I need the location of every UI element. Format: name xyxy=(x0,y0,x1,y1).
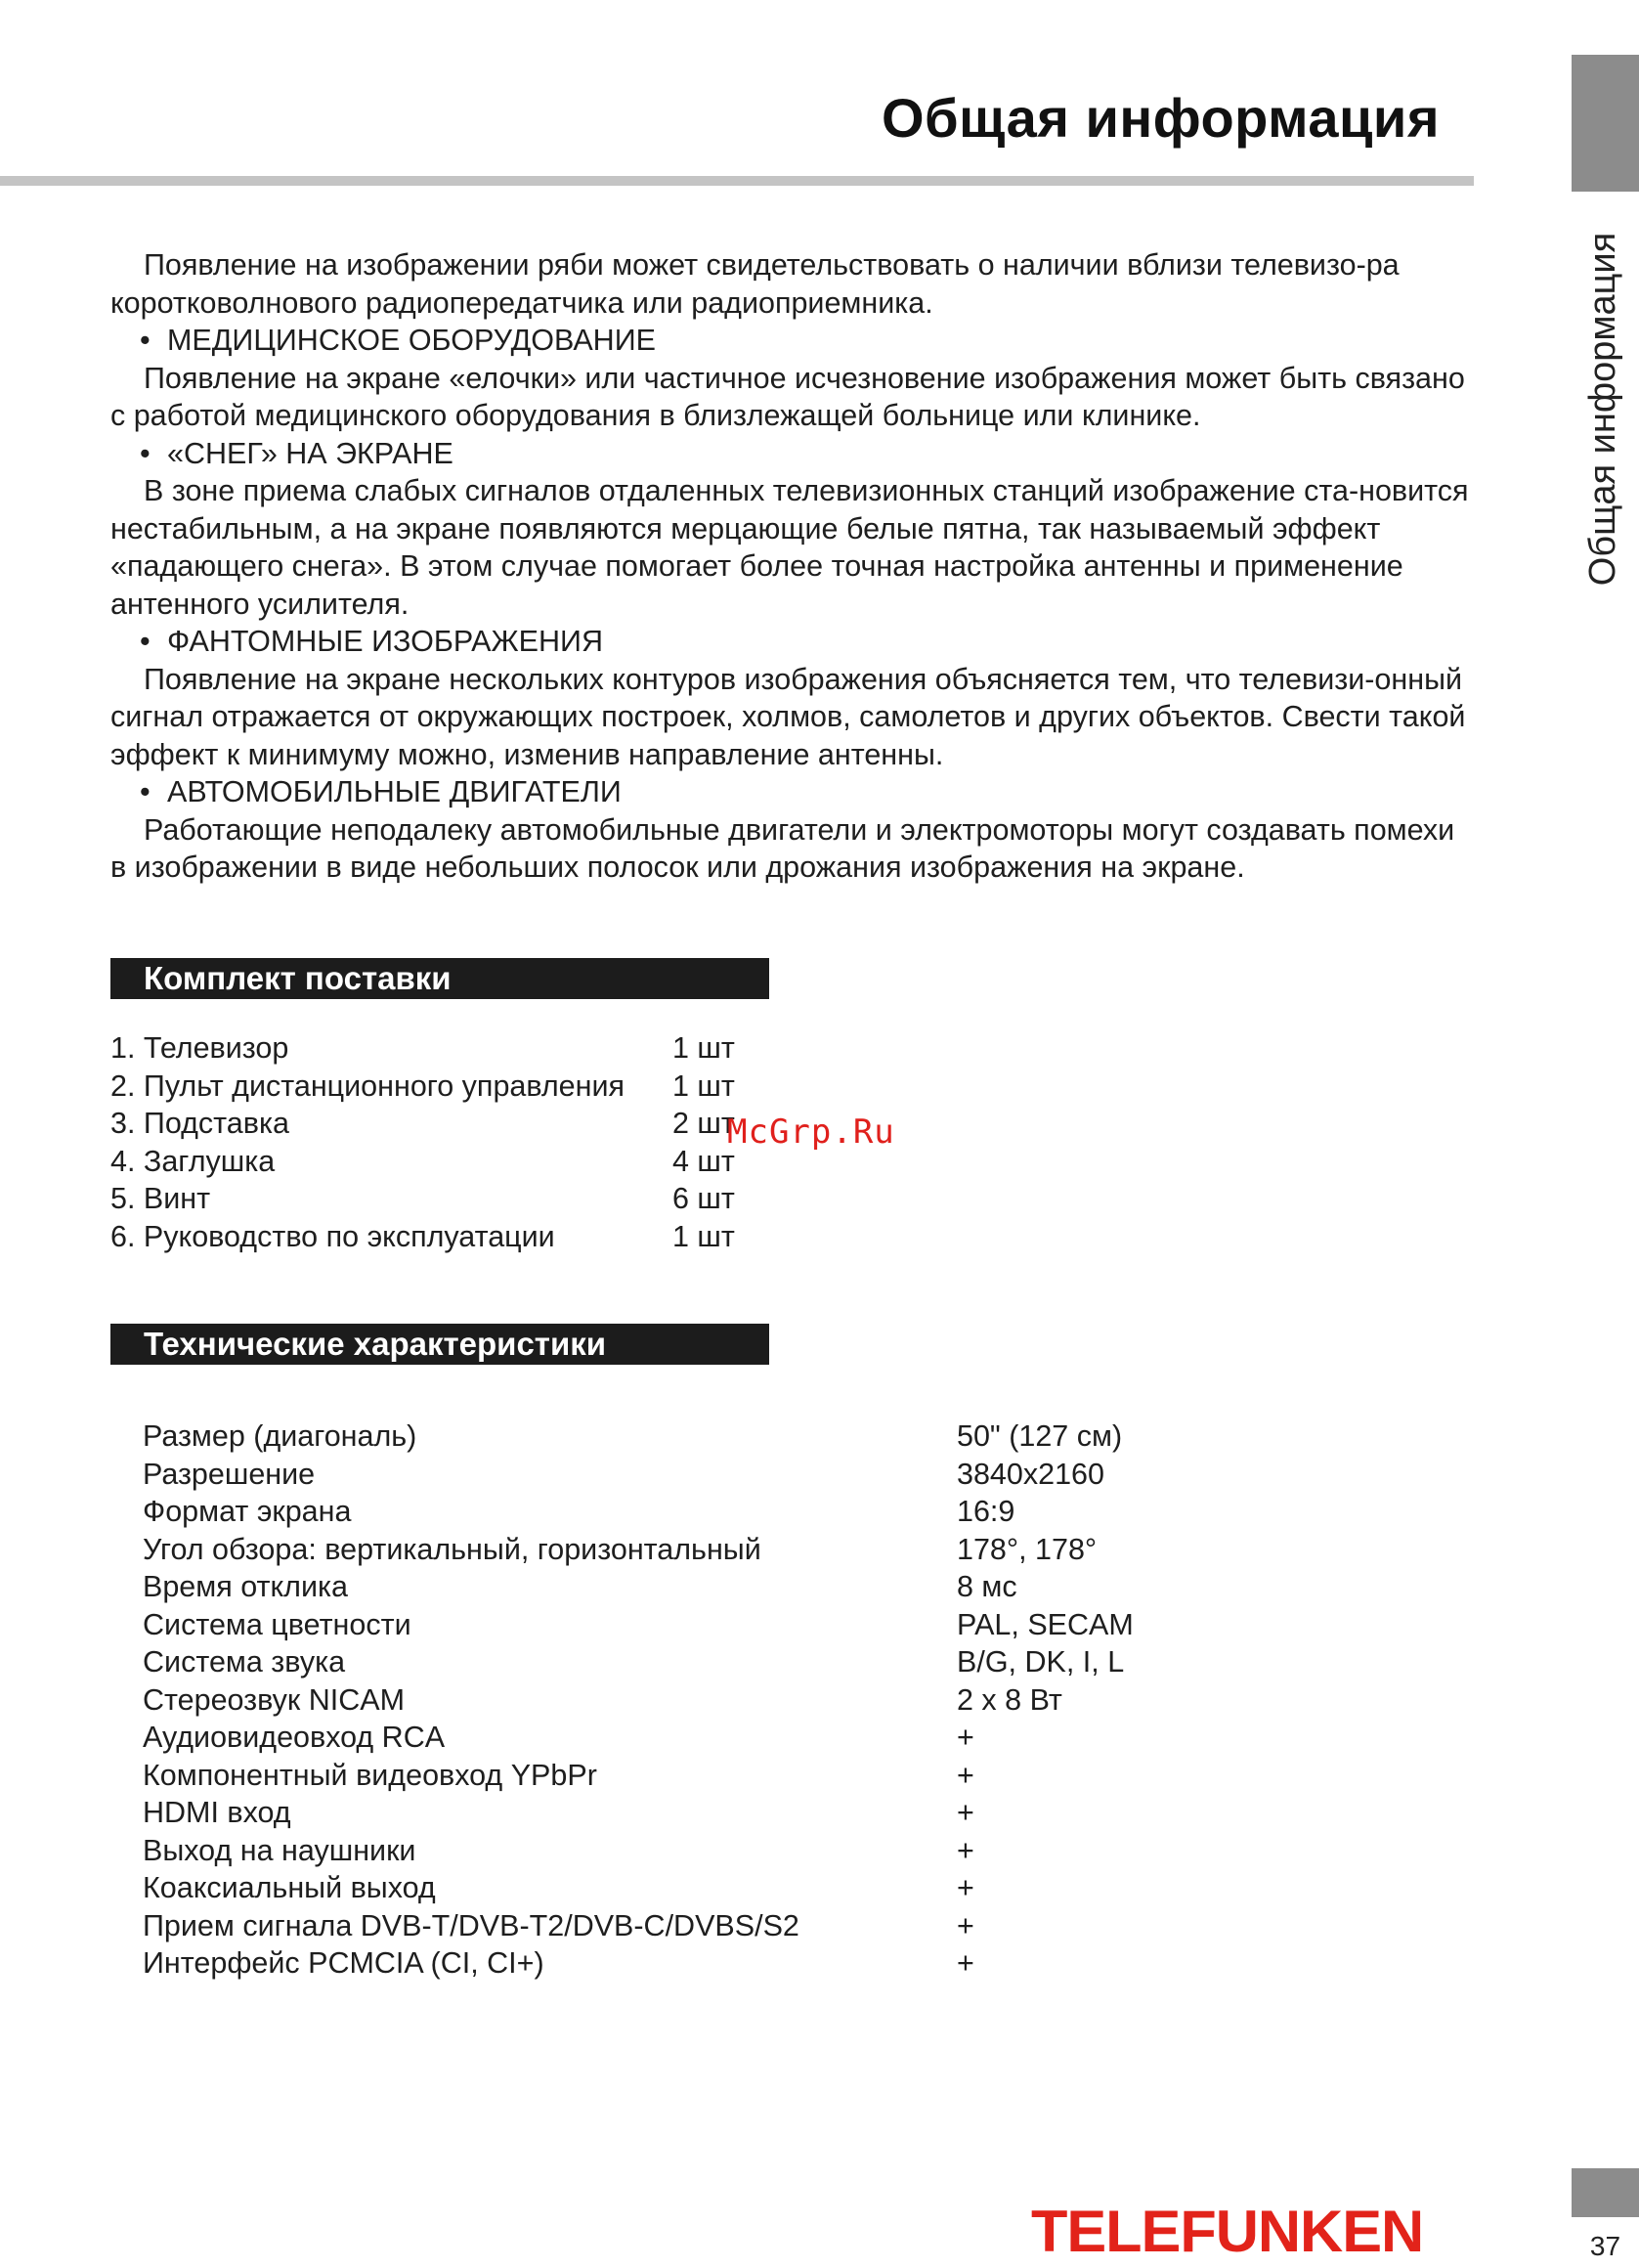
spec-name: Размер (диагональ) xyxy=(143,1419,417,1453)
table-row xyxy=(143,1757,1218,1795)
spec-value: PAL, SECAM xyxy=(957,1607,1134,1641)
spec-name: Выход на наушники xyxy=(143,1833,416,1867)
title-divider xyxy=(0,176,1474,186)
specs-section-heading: Технические характеристики xyxy=(110,1324,769,1365)
spec-name: Формат экрана xyxy=(143,1495,352,1528)
table-row xyxy=(143,1719,1218,1757)
kit-item-name: 6. Руководство по эксплуатации xyxy=(110,1219,555,1253)
table-row xyxy=(143,1907,1218,1945)
table-row xyxy=(143,1568,1218,1606)
watermark-text: McGrp.Ru xyxy=(727,1112,895,1152)
bullet-icon: • xyxy=(140,625,151,658)
kit-item-name: 5. Винт xyxy=(110,1182,211,1215)
kit-item-qty: 6 шт xyxy=(672,1182,735,1215)
bullet-heading xyxy=(110,623,1474,661)
list-item xyxy=(110,1143,795,1181)
spec-value: + xyxy=(957,1721,974,1754)
bullet-text: МЕДИЦИНСКОЕ ОБОРУДОВАНИЕ xyxy=(167,324,656,357)
spec-name: HDMI вход xyxy=(143,1796,291,1829)
bullet-text: «СНЕГ» НА ЭКРАНЕ xyxy=(167,436,453,470)
bullet-heading xyxy=(110,435,1474,473)
spec-name: Компонентный видеовход YPbPr xyxy=(143,1758,597,1792)
intro-text xyxy=(110,246,1474,887)
spec-value: B/G, DK, I, L xyxy=(957,1645,1125,1679)
kit-item-name: 3. Подставка xyxy=(110,1107,289,1140)
side-label-text: Общая информация xyxy=(1582,232,1624,586)
bullet-text: АВТОМОБИЛЬНЫЕ ДВИГАТЕЛИ xyxy=(167,775,622,808)
table-row xyxy=(143,1944,1218,1983)
spec-value: 8 мс xyxy=(957,1570,1017,1603)
bullet-text: ФАНТОМНЫЕ ИЗОБРАЖЕНИЯ xyxy=(167,625,603,658)
spec-name: Коаксиальный выход xyxy=(143,1871,436,1904)
paragraph: Появление на экране нескольких контуров изображения объясняется тем, что телевизи-онный сигнал отражается от окружающих построек, холмов, самолетов и других объектов. Свести такой эффект к минимуму можно, изменив направление антенны. xyxy=(110,662,1466,771)
kit-item-qty: 1 шт xyxy=(672,1031,735,1065)
brand-logo: TELEFUNKEN xyxy=(1031,2199,1424,2264)
page-title: Общая информация xyxy=(881,87,1440,149)
spec-name: Угол обзора: вертикальный, горизонтальный xyxy=(143,1532,761,1566)
table-row xyxy=(143,1832,1218,1870)
kit-item-name: 2. Пульт дистанционного управления xyxy=(110,1069,625,1103)
spec-value: + xyxy=(957,1946,974,1980)
spec-name: Интерфейс PCMCIA (CI, CI+) xyxy=(143,1946,544,1980)
specs-table xyxy=(143,1418,1218,1983)
spec-value: 50" (127 см) xyxy=(957,1419,1123,1453)
paragraph: Работающие неподалеку автомобильные двигатели и электромоторы могут создавать помехи в изображении в виде небольших полосок или дрожания изображения на экране. xyxy=(110,812,1455,884)
spec-value: + xyxy=(957,1908,974,1942)
list-item xyxy=(110,1105,795,1143)
spec-value: + xyxy=(957,1871,974,1904)
spec-name: Аудиовидеовход RCA xyxy=(143,1721,446,1754)
spec-value: 16:9 xyxy=(957,1495,1015,1528)
spec-name: Стереозвук NICAM xyxy=(143,1682,406,1717)
table-row xyxy=(143,1418,1218,1456)
bullet-heading xyxy=(110,773,1474,811)
list-item xyxy=(110,1218,795,1256)
spec-name: Прием сигнала DVB-T/DVB-T2/DVB-C/DVBS/S2 xyxy=(143,1908,799,1942)
side-section-label xyxy=(1574,213,1633,604)
spec-value: + xyxy=(957,1833,974,1867)
table-row xyxy=(143,1643,1218,1681)
table-row xyxy=(143,1869,1218,1907)
table-row xyxy=(143,1456,1218,1494)
paragraph: Появление на экране «елочки» или частичное исчезновение изображения может быть связано с работой медицинского оборудования в близлежащей больнице или клинике. xyxy=(110,361,1465,432)
table-row xyxy=(143,1493,1218,1531)
spec-name: Время отклика xyxy=(143,1570,348,1603)
spec-value: 2 х 8 Вт xyxy=(957,1682,1062,1717)
kit-list xyxy=(110,1029,795,1255)
spec-value: + xyxy=(957,1758,974,1792)
spec-name: Система цветности xyxy=(143,1607,411,1641)
bullet-icon: • xyxy=(140,775,151,808)
bullet-heading xyxy=(110,322,1474,360)
bullet-icon: • xyxy=(140,324,151,357)
table-row xyxy=(143,1606,1218,1644)
bullet-icon: • xyxy=(140,436,151,470)
kit-item-name: 4. Заглушка xyxy=(110,1144,276,1178)
paragraph: Появление на изображении ряби может свидетельствовать о наличии вблизи телевизо-ра коротковолнового радиопередатчика или радиоприемника. xyxy=(110,248,1400,320)
section-tab-marker xyxy=(1572,55,1639,192)
kit-item-qty: 2 шт xyxy=(672,1107,735,1140)
kit-section-heading: Комплект поставки xyxy=(110,958,769,999)
list-item xyxy=(110,1180,795,1218)
spec-name: Разрешение xyxy=(143,1457,316,1491)
list-item xyxy=(110,1068,795,1106)
page-tab-marker xyxy=(1572,2168,1639,2217)
kit-item-qty: 4 шт xyxy=(672,1144,735,1178)
table-row xyxy=(143,1681,1218,1720)
kit-item-qty: 1 шт xyxy=(672,1219,735,1253)
spec-value: + xyxy=(957,1796,974,1829)
kit-item-name: 1. Телевизор xyxy=(110,1031,289,1065)
page-number: 37 xyxy=(1589,2231,1621,2261)
spec-name: Система звука xyxy=(143,1645,346,1679)
kit-item-qty: 1 шт xyxy=(672,1069,735,1103)
table-row xyxy=(143,1531,1218,1569)
spec-value: 3840x2160 xyxy=(957,1457,1104,1491)
list-item xyxy=(110,1029,795,1068)
spec-value: 178°, 178° xyxy=(957,1532,1098,1566)
paragraph: В зоне приема слабых сигналов отдаленных телевизионных станций изображение ста-новится нестабильным, а на экране появляются мерцающие белые пятна, так называемый эффект «падающего снега». В этом случае помогает более точная настройка антенны и применение антенного усилителя. xyxy=(110,474,1469,621)
table-row xyxy=(143,1794,1218,1832)
